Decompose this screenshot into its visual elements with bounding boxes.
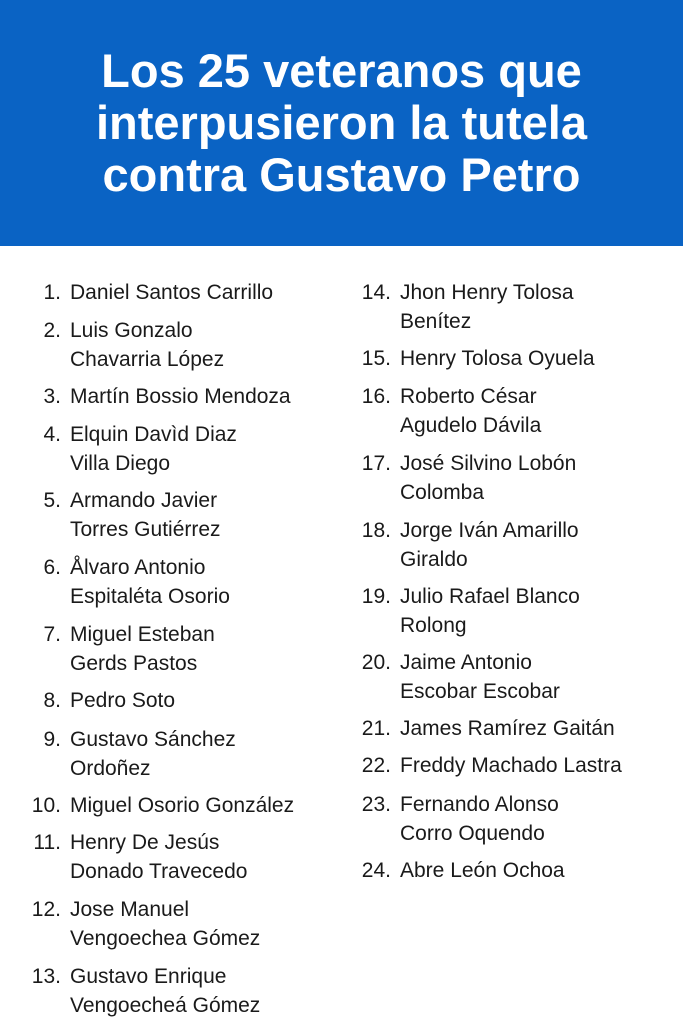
veteran-name	[400, 714, 615, 743]
veteran-name	[70, 620, 215, 678]
list-item	[30, 278, 273, 307]
name-line: Corro Oquendo	[400, 822, 545, 845]
item-number: 12.	[31, 898, 61, 921]
list-item	[360, 582, 580, 640]
name-line: Daniel Santos Carrillo	[70, 281, 274, 304]
item-number: 16.	[361, 385, 391, 408]
name-line: Freddy Machado Lastra	[400, 754, 622, 777]
name-line: Vengoechea Gómez	[70, 927, 261, 950]
name-line: Colomba	[400, 481, 485, 504]
name-line: Ordoñez	[70, 757, 151, 780]
veteran-name	[400, 344, 595, 373]
veteran-name	[400, 382, 541, 440]
name-line: Julio Rafael Blanco	[400, 585, 580, 608]
name-line: Miguel Esteban	[70, 623, 215, 646]
item-number: 5.	[43, 489, 61, 512]
name-line: Gustavo Sánchez	[70, 728, 236, 751]
name-line: Benítez	[400, 310, 472, 333]
list-item	[30, 420, 237, 478]
list-item	[360, 278, 574, 336]
veteran-name	[400, 856, 565, 885]
list-item	[30, 553, 230, 611]
list-item	[30, 382, 291, 411]
veteran-name	[70, 278, 273, 307]
name-line: Escobar Escobar	[400, 680, 560, 703]
name-line: Gustavo Enrique	[70, 965, 227, 988]
veteran-name	[70, 420, 237, 478]
item-number: 21.	[361, 717, 391, 740]
veteran-name	[70, 316, 224, 374]
item-number: 13.	[31, 965, 61, 988]
item-number: 4.	[43, 423, 61, 446]
name-line: Espitaléta Osorio	[70, 585, 230, 608]
list-item	[30, 686, 175, 715]
name-line: Abre León Ochoa	[400, 859, 565, 882]
veteran-name	[70, 791, 294, 820]
list-item	[360, 648, 560, 706]
name-line: Fernando Alonso	[400, 793, 559, 816]
veteran-name	[70, 725, 236, 783]
item-number: 7.	[43, 623, 61, 646]
list-item	[360, 714, 615, 743]
item-number: 15.	[361, 347, 391, 370]
item-number: 19.	[361, 585, 391, 608]
veteran-name	[400, 582, 580, 640]
item-number: 10.	[31, 794, 61, 817]
name-line: Jorge Iván Amarillo	[400, 519, 579, 542]
list-item	[360, 516, 579, 574]
list-item	[360, 344, 595, 373]
veteran-name	[400, 449, 576, 507]
veteran-name	[400, 648, 560, 706]
name-line: Jaime Antonio	[400, 651, 532, 674]
name-line: Pedro Soto	[70, 689, 176, 712]
name-line: Gerds Pastos	[70, 652, 198, 675]
item-number: 6.	[43, 556, 61, 579]
item-number: 24.	[361, 859, 391, 882]
item-number: 8.	[43, 689, 61, 712]
title-line: contra Gustavo Petro	[102, 148, 581, 201]
name-line: Martín Bossio Mendoza	[70, 385, 291, 408]
item-number: 2.	[43, 319, 61, 342]
name-line: Donado Travecedo	[70, 860, 248, 883]
name-line: Ålvaro Antonio	[70, 556, 206, 579]
veteran-name	[70, 895, 260, 953]
name-line: Chavarria López	[70, 348, 225, 371]
item-number: 20.	[361, 651, 391, 674]
list-item	[30, 486, 221, 544]
list-item	[30, 725, 236, 783]
veteran-name	[70, 553, 230, 611]
item-number: 14.	[361, 281, 391, 304]
item-number: 1.	[43, 281, 61, 304]
name-line: James Ramírez Gaitán	[400, 717, 615, 740]
name-line: Elquin Davìd Diaz	[70, 423, 237, 446]
veteran-name	[70, 686, 175, 715]
name-line: Villa Diego	[70, 452, 171, 475]
name-line: Henry Tolosa Oyuela	[400, 347, 595, 370]
name-line: Vengoecheá Gómez	[70, 994, 261, 1017]
title-banner	[0, 0, 683, 246]
list-item	[360, 790, 559, 848]
list-item	[360, 449, 576, 507]
veteran-name	[400, 790, 559, 848]
list-item	[30, 962, 260, 1020]
item-number: 22.	[361, 754, 391, 777]
name-line: Jhon Henry Tolosa	[400, 281, 574, 304]
page-title	[32, 45, 652, 201]
list-item	[360, 751, 622, 780]
title-line: interpusieron la tutela	[96, 96, 587, 149]
list-item	[30, 895, 260, 953]
name-line: Jose Manuel	[70, 898, 190, 921]
veteran-name	[70, 962, 260, 1020]
veteran-name	[400, 751, 622, 780]
item-number: 11.	[33, 831, 61, 854]
veteran-name	[70, 382, 291, 411]
list-item	[30, 316, 224, 374]
name-line: José Silvino Lobón	[400, 452, 577, 475]
list-item	[30, 620, 215, 678]
veteran-name	[70, 828, 247, 886]
name-line: Rolong	[400, 614, 467, 637]
list-item	[360, 382, 541, 440]
veteran-name	[400, 516, 579, 574]
item-number: 9.	[43, 728, 61, 751]
name-line: Henry De Jesús	[70, 831, 220, 854]
veteran-name	[400, 278, 574, 336]
name-line: Miguel Osorio González	[70, 794, 295, 817]
name-line: Giraldo	[400, 548, 468, 571]
title-line: Los 25 veteranos que	[101, 44, 582, 97]
list-item	[30, 791, 294, 820]
name-line: Roberto César	[400, 385, 537, 408]
item-number: 17.	[361, 452, 391, 475]
name-line: Agudelo Dávila	[400, 414, 542, 437]
item-number: 23.	[361, 793, 391, 816]
name-line: Armando Javier	[70, 489, 218, 512]
item-number: 3.	[43, 385, 61, 408]
name-line: Torres Gutiérrez	[70, 518, 221, 541]
item-number: 18.	[361, 519, 391, 542]
list-item	[360, 856, 565, 885]
name-line: Luis Gonzalo	[70, 319, 193, 342]
veteran-name	[70, 486, 221, 544]
list-item	[30, 828, 247, 886]
